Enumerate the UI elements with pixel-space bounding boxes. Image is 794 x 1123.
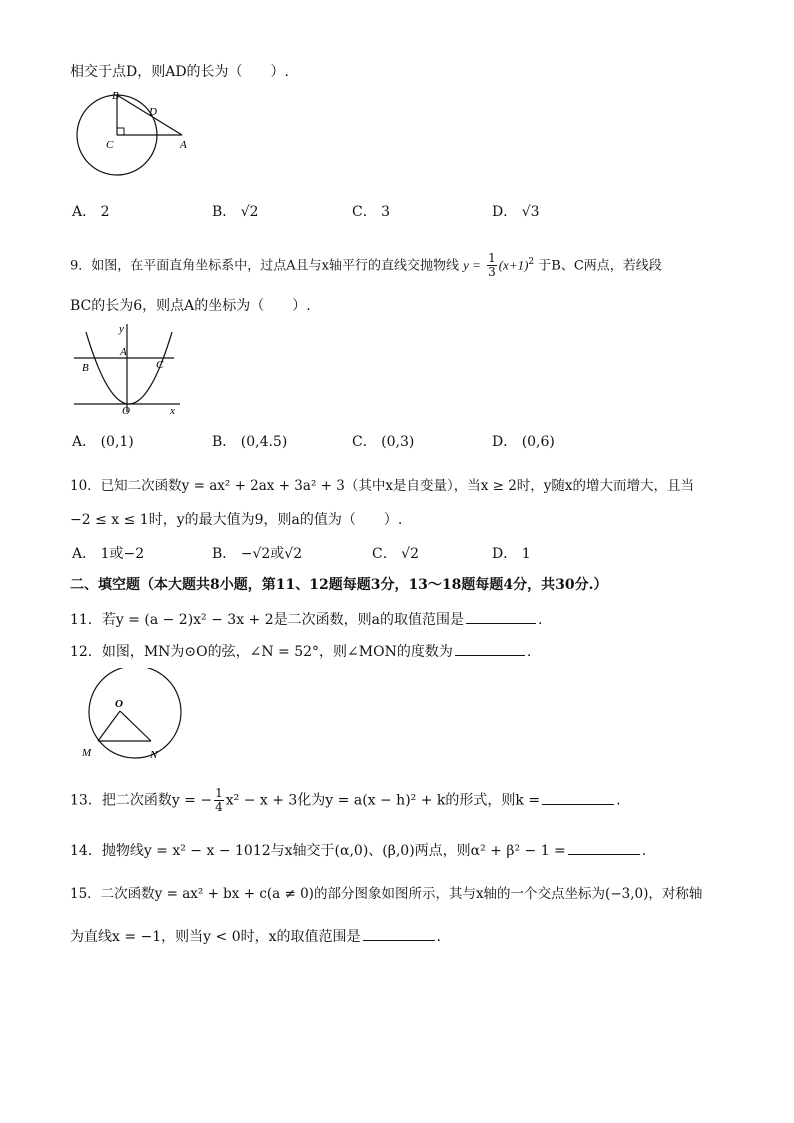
q8-option-d: D． √3	[492, 204, 540, 220]
q13-line: 13．把二次函数y = − $\frac{1}{4}$ x² − x + 3化为y = a(x − h)² + k的形式，则k = .	[70, 786, 621, 814]
q10-option-b: B． −√2或√2	[212, 546, 303, 562]
q8-option-a: A． 2	[72, 204, 110, 220]
q12-label-o: O	[115, 698, 123, 710]
q8-label-d: D	[149, 106, 157, 118]
q8-option-c: C． 3	[352, 204, 391, 220]
q12-radius-on	[120, 711, 151, 741]
q14-line: 14．抛物线y = x² − x − 1012与x轴交于(α,0)、(β,0)两点，则α² + β² − 1 = .	[70, 840, 646, 861]
q9-label-b: B	[82, 362, 89, 374]
q15-line1: 15．二次函数y = ax² + bx + c(a ≠ 0)的部分图象如图所示，其与x轴的一个交点坐标为(−3,0)，对称轴	[70, 886, 703, 902]
q12-circle	[89, 668, 181, 758]
q15-answer-blank[interactable]	[363, 926, 435, 941]
section-2-heading: 二、填空题（本大题共8小题，第11、12题每题3分，13～18题每题4分，共30分.）	[70, 577, 608, 593]
q10-line2: −2 ≤ x ≤ 1时，y的最大值为9，则a的值为（ ）.	[70, 512, 403, 528]
q8-circle-tangent-figure	[70, 88, 200, 188]
q12-label-m: M	[82, 747, 92, 759]
q9-parabola-figure	[72, 320, 184, 416]
q8-label-b: B	[112, 90, 119, 102]
q9-line2: BC的长为6，则点A的坐标为（ ）.	[70, 298, 311, 314]
q12-circle-chord-figure	[74, 668, 194, 768]
q8-stem-end: 相交于点D，则AD的长为（ ）.	[70, 64, 290, 80]
q8-label-c: C	[106, 139, 114, 151]
q9-line1: 9．如图，在平面直角坐标系中，过点A且与x轴平行的直线交抛物线 y = $\frac{1}{3}$ $(x+1)^2$ 于B、C两点，若线段	[70, 251, 662, 280]
q10-option-a: A． 1或−2	[72, 546, 145, 562]
q8-right-angle-mark	[117, 128, 124, 135]
q9-label-a: A	[120, 346, 127, 358]
q9-option-d: D． (0,6)	[492, 434, 555, 450]
q9-label-x: x	[170, 405, 175, 416]
q14-answer-blank[interactable]	[568, 840, 640, 855]
q10-option-d: D． 1	[492, 546, 531, 562]
q11-answer-blank[interactable]	[466, 609, 536, 624]
q9-label-y: y	[119, 323, 124, 335]
q10-option-c: C． √2	[372, 546, 419, 562]
q9-label-c: C	[156, 359, 164, 371]
q9-label-o: O	[122, 405, 130, 416]
q12-answer-blank[interactable]	[455, 641, 525, 656]
q9-option-b: B． (0,4.5)	[212, 434, 288, 450]
q12-line: 12．如图，MN为⊙O的弦，∠N = 52°，则∠MON的度数为 .	[70, 641, 531, 662]
q12-label-n: N	[150, 749, 158, 761]
q11-line: 11．若y = (a − 2)x² − 3x + 2是二次函数，则a的取值范围是 .	[70, 609, 542, 630]
q12-radius-om	[98, 711, 120, 741]
q13-answer-blank[interactable]	[542, 790, 614, 805]
q8-label-a: A	[180, 139, 187, 151]
q10-line1: 10．已知二次函数y = ax² + 2ax + 3a² + 3（其中x是自变量），当x ≥ 2时，y随x的增大而增大，且当	[70, 478, 695, 494]
q8-option-b: B． √2	[212, 204, 259, 220]
q15-line2: 为直线x = −1，则当y < 0时，x的取值范围是 .	[70, 926, 441, 947]
q9-option-c: C． (0,3)	[352, 434, 415, 450]
q9-fraction: $\frac{1}{3}$	[488, 251, 496, 280]
q9-option-a: A． (0,1)	[72, 434, 134, 450]
q13-fraction: $\frac{1}{4}$	[215, 786, 223, 814]
